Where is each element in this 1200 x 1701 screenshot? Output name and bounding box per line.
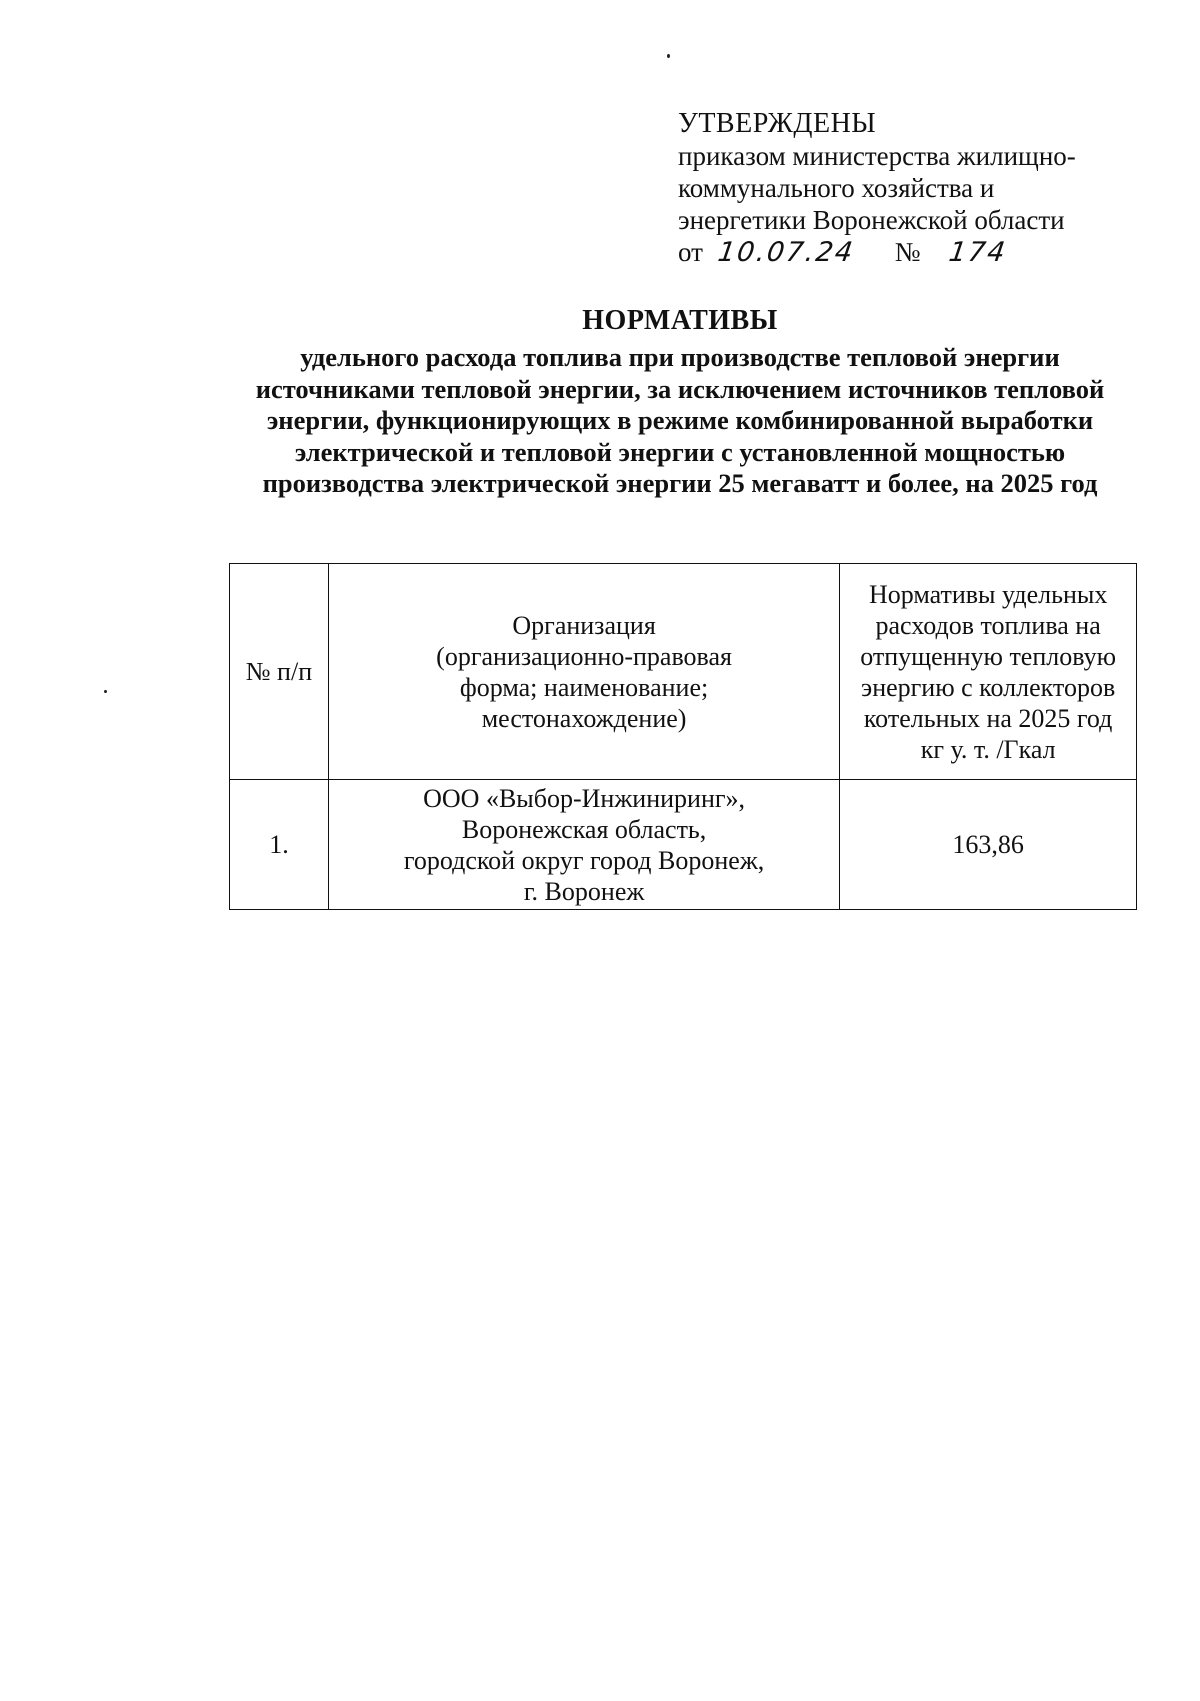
row-norm-value: 163,86 bbox=[840, 780, 1137, 910]
header-norms-line: кг у. т. /Гкал bbox=[920, 734, 1056, 764]
number-label: № bbox=[894, 237, 921, 267]
from-label: от bbox=[678, 237, 703, 267]
header-number: № п/п bbox=[230, 564, 329, 780]
header-norms-line: Нормативы удельных bbox=[868, 579, 1108, 609]
header-organization-line: форма; наименование; bbox=[459, 672, 709, 702]
header-organization-line: местонахождение) bbox=[481, 703, 687, 733]
approval-block bbox=[678, 108, 1118, 269]
header-norms-line: котельных на 2025 год bbox=[863, 703, 1113, 733]
handwritten-date: 10.07.24 bbox=[715, 237, 857, 268]
header-norms-line: расходов топлива на bbox=[875, 610, 1101, 640]
table-header-row bbox=[230, 564, 1137, 780]
header-organization bbox=[328, 564, 839, 780]
scan-speck bbox=[104, 690, 107, 693]
approval-line: коммунального хозяйства и bbox=[678, 173, 995, 203]
norms-table bbox=[229, 563, 1137, 910]
header-organization-line: Организация bbox=[512, 610, 656, 640]
document-subtitle-line: энергии, функционирующих в режиме комбинированной выработки bbox=[266, 405, 1094, 435]
scan-speck bbox=[667, 54, 670, 58]
document-title: НОРМАТИВЫ bbox=[582, 305, 778, 336]
header-organization-line: (организационно-правовая bbox=[436, 641, 732, 671]
row-organization bbox=[328, 780, 839, 910]
document-subtitle-line: производства электрической энергии 25 мегаватт и более, на 2025 год bbox=[262, 468, 1098, 498]
header-norms-line: энергию с коллекторов bbox=[861, 672, 1116, 702]
row-organization-line: ООО «Выбор-Инжиниринг», bbox=[423, 783, 746, 813]
table-row bbox=[230, 780, 1137, 910]
order-date-number-line bbox=[678, 236, 1118, 269]
approved-heading: УТВЕРЖДЕНЫ bbox=[678, 108, 877, 139]
handwritten-number: 174 bbox=[947, 237, 1009, 268]
header-norms-line: отпущенную тепловую bbox=[860, 641, 1117, 671]
row-organization-line: Воронежская область, bbox=[461, 814, 707, 844]
approval-line: энергетики Воронежской области bbox=[678, 205, 1065, 235]
row-number: 1. bbox=[230, 780, 329, 910]
document-subtitle-line: удельного расхода топлива при производстве тепловой энергии bbox=[300, 342, 1060, 372]
approval-line: приказом министерства жилищно- bbox=[678, 141, 1076, 171]
row-organization-line: г. Воронеж bbox=[523, 876, 645, 906]
row-organization-line: городской округ город Воронеж, bbox=[403, 845, 765, 875]
document-subtitle-line: электрической и тепловой энергии с установленной мощностью bbox=[294, 436, 1066, 467]
document-subtitle-line: источниками тепловой энергии, за исключением источников тепловой bbox=[255, 373, 1105, 404]
document-title-block bbox=[200, 303, 1160, 500]
header-norms bbox=[840, 564, 1137, 780]
